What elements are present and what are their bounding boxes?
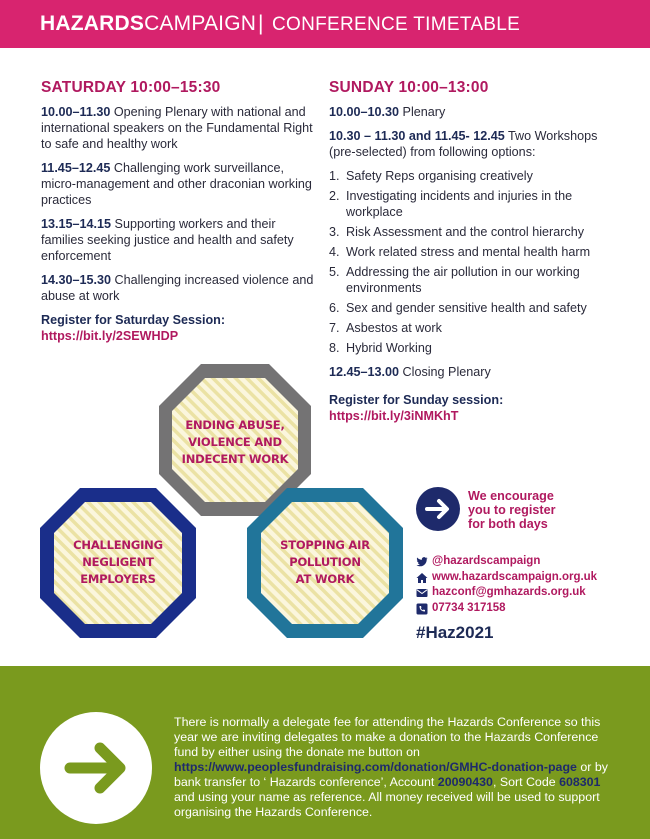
brand-logo [40, 12, 256, 36]
saturday-register-label: Register for Saturday Session: [41, 313, 226, 327]
phone-number: 07734 317158 [432, 601, 506, 614]
saturday-column [41, 80, 316, 344]
label-line: CHALLENGING [73, 538, 163, 552]
text-line: for both days [468, 517, 548, 531]
contact-list [416, 555, 636, 617]
saturday-heading: SATURDAY 10:00–15:30 [41, 79, 221, 96]
label-line: INDECENT WORK [181, 452, 289, 466]
list-number: 6. [329, 301, 340, 315]
list-item [329, 168, 614, 184]
email-address: hazconf@gmhazards.org.uk [432, 586, 586, 598]
donation-bank-text: or by bank transfer to ‘ Hazards conference’, Account [174, 760, 608, 789]
sunday-register-link[interactable]: https://bit.ly/3iNMKhT [329, 409, 459, 423]
contact-twitter[interactable] [416, 555, 636, 571]
workshop-list [329, 168, 614, 356]
session-time: 14.30–15.30 [41, 273, 112, 287]
list-number: 4. [329, 245, 340, 259]
sort-code-label: , Sort Code [492, 775, 560, 789]
donation-link[interactable]: https://www.peoplesfundraising.com/donation/GMHC-donation-page [174, 760, 577, 774]
encourage-text [468, 489, 555, 531]
label-line: EMPLOYERS [80, 572, 156, 586]
list-text: Safety Reps organising creatively [346, 169, 533, 183]
list-text: Addressing the air pollution in our working environments [346, 265, 580, 295]
label-line: NEGLIGENT [82, 555, 154, 569]
label-line: STOPPING AIR [280, 538, 370, 552]
label-line: VIOLENCE AND [188, 435, 282, 449]
session-text: Opening Plenary with national and international speakers on the Fundamental Right to safe and healthy work [41, 105, 313, 151]
page-header [0, 0, 650, 48]
session-item [41, 160, 316, 208]
list-number: 1. [329, 169, 340, 183]
text-line: you to register [468, 503, 556, 517]
session-text: Two Workshops (pre-selected) from following options: [329, 129, 598, 159]
donation-intro: There is normally a delegate fee for attending the Hazards Conference so this year we are inviting delegates to make a donation to the Hazards Conference fund by either using the donate me button on [174, 715, 601, 759]
session-time: 12.45–13.00 [329, 365, 400, 379]
session-time: 10.30 – 11.30 and 11.45- 12.45 [329, 129, 505, 143]
phone-icon [416, 603, 428, 615]
session-text: Supporting workers and their families seeking justice and health and safety enforcement [41, 217, 294, 263]
donation-closing: and using your name as reference. All money received will be used to support organising the Hazards Conference. [174, 790, 600, 819]
contact-phone[interactable] [416, 602, 636, 618]
list-text: Work related stress and mental health harm [346, 245, 591, 259]
register-both-days [416, 487, 616, 533]
list-item [329, 244, 614, 260]
donation-text [174, 715, 614, 820]
octagon-graphic [0, 360, 420, 660]
octagon-left-label [43, 537, 193, 588]
session-item [329, 104, 614, 120]
session-time: 13.15–14.15 [41, 217, 112, 231]
arrow-right-icon [416, 487, 460, 531]
theme-octagons [0, 360, 420, 660]
contact-website[interactable] [416, 571, 636, 587]
list-number: 8. [329, 341, 340, 355]
twitter-handle: @hazardscampaign [432, 555, 541, 567]
list-text: Risk Assessment and the control hierarchy [346, 225, 584, 239]
list-item [329, 300, 614, 316]
header-separator: | [258, 12, 264, 35]
session-item [41, 272, 316, 304]
octagon-top-label [160, 417, 310, 468]
arrow-right-icon [40, 712, 152, 824]
sunday-register-label: Register for Sunday session: [329, 393, 504, 407]
brand-bold: HAZARDS [40, 12, 145, 35]
list-item [329, 188, 614, 220]
event-hashtag: #Haz2021 [416, 623, 494, 642]
list-item [329, 340, 614, 356]
session-text: Challenging work surveillance, micro-management and other draconian working practices [41, 161, 312, 207]
list-number: 5. [329, 265, 340, 279]
sort-code: 608301 [559, 775, 601, 789]
email-icon [416, 587, 428, 599]
label-line: POLLUTION [289, 555, 361, 569]
saturday-register-link[interactable]: https://bit.ly/2SEWHDP [41, 329, 179, 343]
home-icon [416, 572, 428, 584]
list-item [329, 264, 614, 296]
session-item [41, 104, 316, 152]
account-number: 20090430 [437, 775, 493, 789]
session-item [41, 216, 316, 264]
session-text: Plenary [399, 105, 446, 119]
session-text: Closing Plenary [399, 365, 491, 379]
page-title: CONFERENCE TIMETABLE [272, 14, 521, 35]
list-item [329, 224, 614, 240]
label-line: AT WORK [295, 572, 355, 586]
brand-light: CAMPAIGN [144, 12, 257, 35]
session-time: 11.45–12.45 [41, 161, 111, 175]
contact-email[interactable] [416, 586, 636, 602]
label-line: ENDING ABUSE, [185, 418, 285, 432]
session-text: Challenging increased violence and abuse at work [41, 273, 314, 303]
donation-footer [0, 666, 650, 839]
list-text: Investigating incidents and injuries in the workplace [346, 189, 573, 219]
list-text: Asbestos at work [346, 321, 442, 335]
octagon-right-label [250, 537, 400, 588]
twitter-icon [416, 556, 428, 568]
list-number: 2. [329, 189, 340, 203]
session-time: 10.00–10.30 [329, 105, 400, 119]
session-time: 10.00–11.30 [41, 105, 111, 119]
website-url: www.hazardscampaign.org.uk [432, 570, 598, 583]
session-item [329, 128, 614, 160]
sunday-heading: SUNDAY 10:00–13:00 [329, 79, 489, 96]
list-number: 7. [329, 321, 340, 335]
list-text: Sex and gender sensitive health and safety [346, 301, 587, 315]
list-text: Hybrid Working [346, 341, 432, 355]
text-line: We encourage [468, 489, 554, 503]
list-item [329, 320, 614, 336]
list-number: 3. [329, 225, 340, 239]
